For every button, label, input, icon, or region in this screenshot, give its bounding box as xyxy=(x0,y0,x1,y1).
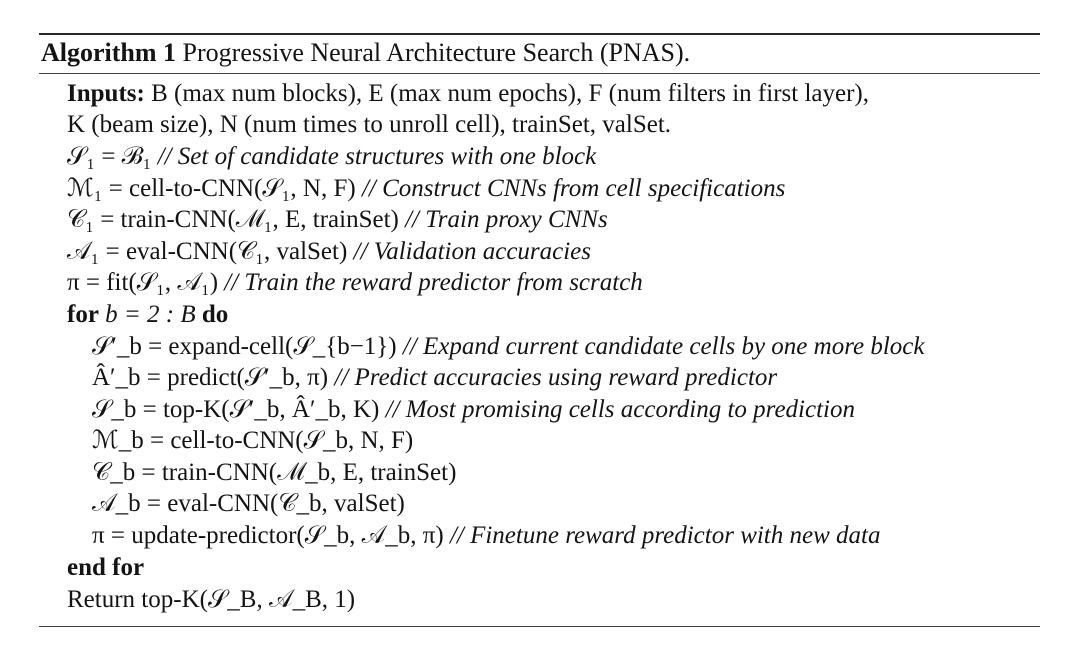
bottom-rule xyxy=(39,626,1040,627)
algo-line xyxy=(67,267,643,298)
code-text: 𝒞₁ = train-CNN(ℳ₁, E, trainSet) xyxy=(67,206,399,233)
algorithm-caption xyxy=(41,37,690,69)
algo-line xyxy=(67,141,596,172)
loop-line xyxy=(92,488,405,519)
inputs-text-2: K (beam size), N (num times to unroll cell), trainSet, valSet. xyxy=(67,111,672,138)
top-rule xyxy=(39,33,1040,35)
inputs-line-1 xyxy=(67,78,869,109)
comment-text: // Train the reward predictor from scratch xyxy=(224,269,643,296)
loop-line xyxy=(92,520,880,551)
for-line xyxy=(67,299,228,330)
end-for-line xyxy=(67,552,144,583)
algorithm-title: Progressive Neural Architecture Search (PNAS). xyxy=(182,38,691,67)
comment-text: // Most promising cells according to prediction xyxy=(385,396,855,423)
inputs-keyword: Inputs: xyxy=(67,80,145,107)
algo-line xyxy=(67,204,608,235)
loop-line xyxy=(92,331,924,362)
comment-text: // Validation accuracies xyxy=(353,238,592,265)
algorithm-label: Algorithm 1 xyxy=(41,38,177,67)
comment-text: // Set of candidate structures with one block xyxy=(157,143,597,170)
algo-line xyxy=(67,236,591,267)
code-text: ℳ₁ = cell-to-CNN(𝒮₁, N, F) xyxy=(67,175,356,202)
code-text: π = fit(𝒮₁, 𝒜₁) xyxy=(67,269,219,296)
loop-line xyxy=(92,457,456,488)
for-keyword: for xyxy=(67,301,99,328)
inputs-text-1: B (max num blocks), E (max num epochs), F (num filters in first layer), xyxy=(151,80,869,107)
inputs-line-2 xyxy=(67,109,671,140)
code-text: 𝒜₁ = eval-CNN(𝒞₁, valSet) xyxy=(67,238,348,265)
for-condition: b = 2 : B xyxy=(105,301,196,328)
comment-text: // Train proxy CNNs xyxy=(405,206,608,233)
algo-line xyxy=(67,173,785,204)
code-text: Â′_b = predict(𝒮′_b, π) xyxy=(92,364,329,391)
code-text: 𝒮₁ = ℬ₁ xyxy=(67,143,152,170)
code-text: 𝒮_b = top-K(𝒮′_b, Â′_b, K) xyxy=(92,396,380,423)
comment-text: // Expand current candidate cells by one more block xyxy=(402,333,925,360)
caption-rule xyxy=(39,73,1040,74)
code-text: 𝒞_b = train-CNN(ℳ_b, E, trainSet) xyxy=(92,459,457,486)
return-text: Return top-K(𝒮_B, 𝒜_B, 1) xyxy=(67,586,356,613)
end-for-keyword: end for xyxy=(67,554,145,581)
code-text: π = update-predictor(𝒮_b, 𝒜_b, π) xyxy=(92,522,444,549)
code-text: 𝒮′_b = expand-cell(𝒮_{b−1}) xyxy=(92,333,397,360)
return-line xyxy=(67,584,355,615)
comment-text: // Finetune reward predictor with new data xyxy=(449,522,881,549)
comment-text: // Construct CNNs from cell specifications xyxy=(361,175,786,202)
comment-text: // Predict accuracies using reward predictor xyxy=(334,364,778,391)
code-text: ℳ_b = cell-to-CNN(𝒮_b, N, F) xyxy=(92,427,414,454)
do-keyword: do xyxy=(201,301,229,328)
code-text: 𝒜_b = eval-CNN(𝒞_b, valSet) xyxy=(92,490,405,517)
loop-line xyxy=(92,394,855,425)
loop-line xyxy=(92,362,777,393)
loop-line xyxy=(92,425,413,456)
